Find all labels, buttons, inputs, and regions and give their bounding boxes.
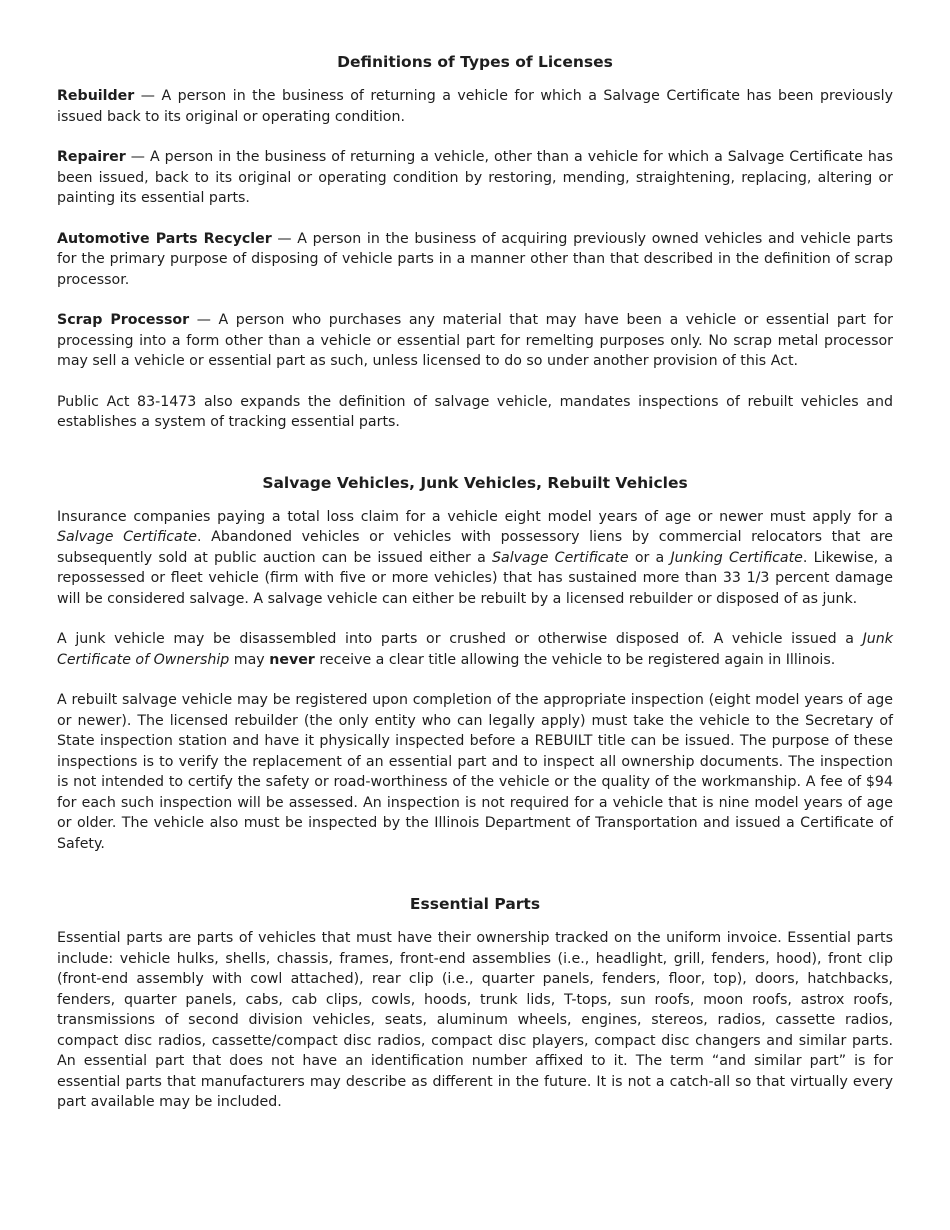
junk-certificate-emphasis: Junk Certificate of Ownership [57,631,893,668]
repairer-term: Repairer [57,149,126,165]
definitions-section [57,52,893,433]
scrap-processor-definition [57,310,893,372]
rebuilder-definition [57,86,893,127]
salvage-heading: Salvage Vehicles, Junk Vehicles, Rebuilt Vehicles [262,473,688,492]
rebuilder-text: — A person in the business of returning a vehicle for which a Salvage Certificate has been previously issued back to its original or operating condition. [57,88,893,125]
salvage-paragraph-1 [57,507,893,610]
salvage-section [57,473,893,855]
essential-parts-heading: Essential Parts [409,895,541,913]
never-emphasis: never [269,651,315,668]
salvage-certificate-emphasis: Salvage Certificate [492,549,629,566]
repairer-text: — A person in the business of returning a vehicle, other than a vehicle for which a Salvage Certificate has been issued, back to its original or operating condition by restoring, mending, straightening, replacing, altering or painting its essential parts. [57,149,893,206]
text-segment: receive a clear title allowing the vehicle to be registered again in Illinois. [314,651,836,668]
essential-parts-paragraph: Essential parts are parts of vehicles that must have their ownership tracked on the uniform invoice. Essential parts include: vehicle hulks, shells, chassis, frames, front-end assemblies (i.e., headlight, grill, fenders, hood), front clip (front-end assembly with cowl attached), rear clip (i.e., quarter panels, fenders, floor, top), doors, hatchbacks, fenders, quarter panels, cabs, cab clips, cowls, hoods, trunk lids, T-tops, sun roofs, moon roofs, astrox roofs, transmissions of second division vehicles, seats, aluminum wheels, engines, stereos, radios, cassette radios, compact disc radios, cassette/compact disc radios, compact disc players, compact disc changers and similar parts. An essential part that does not have an identification number affixed to it. The term “and similar part” is for essential parts that manufacturers may describe as different in the future. It is not a catch-all so that virtually every part available may be included. [57,930,893,1110]
text-segment: A junk vehicle may be disassembled into parts or crushed or otherwise disposed of. A vehicle issued a [57,631,863,647]
definitions-heading: Definitions of Types of Licenses [337,53,613,71]
text-segment: may [229,651,270,668]
junking-certificate-emphasis: Junking Certificate [670,549,803,566]
repairer-definition [57,147,893,209]
text-segment: or a [628,549,671,566]
recycler-term: Automotive Parts Recycler [57,230,272,247]
recycler-definition [57,229,893,291]
rebuilder-term: Rebuilder [57,88,135,104]
public-act-paragraph: Public Act 83-1473 also expands the definition of salvage vehicle, mandates inspections of rebuilt vehicles and establishes a system of tracking essential parts. [57,393,893,430]
recycler-text: — A person in the business of acquiring previously owned vehicles and vehicle parts for the primary purpose of disposing of vehicle parts in a manner other than that described in the definition of scrap processor. [57,230,893,288]
text-segment: . Abandoned vehicles or vehicles with possessory liens by commercial relocators that are subsequently sold at public auction can be issued either a [57,529,893,566]
salvage-certificate-emphasis: Salvage Certificate [57,529,198,545]
text-segment: Insurance companies paying a total loss claim for a vehicle eight model years of age or newer must apply for a [57,508,893,525]
scrap-processor-term: Scrap Processor [57,312,190,328]
text-segment: . Likewise, a repossessed or fleet vehicle (firm with five or more vehicles) that has sustained more than 33 1/3 percent damage will be considered salvage. A salvage vehicle can either be rebuilt by a licensed rebuilder or disposed of as junk. [57,549,894,607]
essential-parts-section [57,894,893,1113]
scrap-processor-text: — A person who purchases any material that may have been a vehicle or essential part for processing into a form other than a vehicle or essential part for remelting purposes only. No scrap metal processor may sell a vehicle or essential part as such, unless licensed to do so under another provision of this Act. [57,312,893,369]
salvage-paragraph-2 [57,629,893,670]
salvage-paragraph-3: A rebuilt salvage vehicle may be registered upon completion of the appropriate inspection (eight model years of age or newer). The licensed rebuilder (the only entity who can legally apply) must take the vehicle to the Secretary of State inspection station and have it physically inspected before a REBUILT title can be issued. The purpose of these inspections is to verify the replacement of an essential part and to inspect all ownership documents. The inspection is not intended to certify the safety or road-worthiness of the vehicle or the quality of the workmanship. A fee of $94 for each such inspection will be assessed. An inspection is not required for a vehicle that is nine model years of age or older. The vehicle also must be inspected by the Illinois Department of Transportation and issued a Certificate of Safety. [57,692,893,852]
